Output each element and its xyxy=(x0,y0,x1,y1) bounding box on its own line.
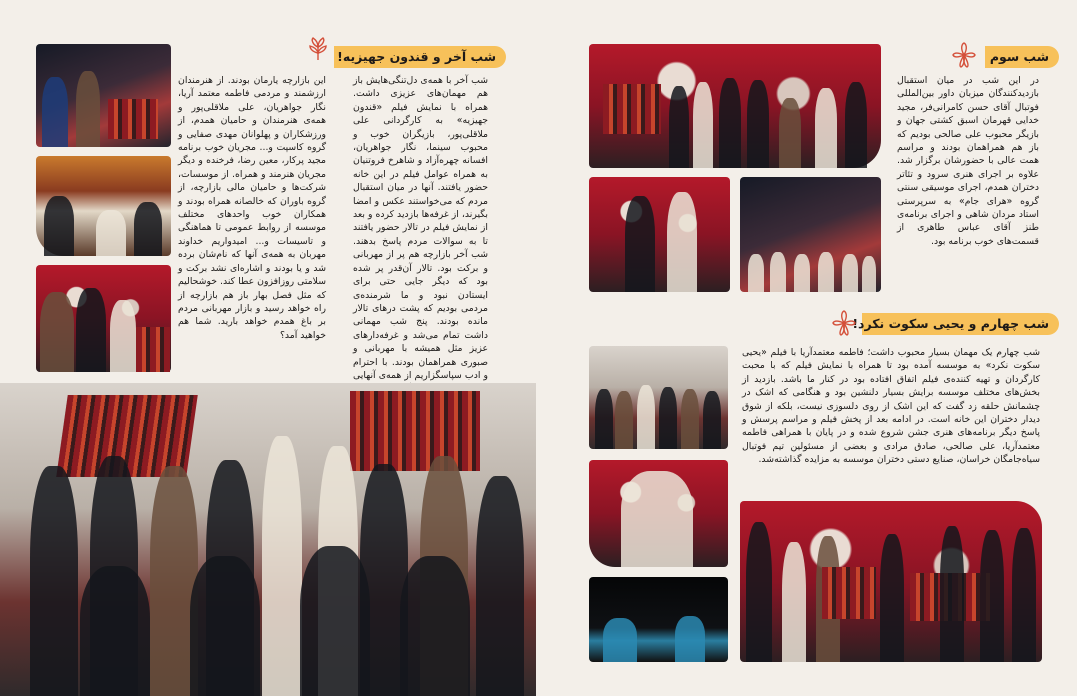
photo-group-women-crafts xyxy=(0,383,536,696)
photo-event-stage-speech xyxy=(36,44,171,147)
photo-third-night-music xyxy=(740,177,881,292)
photo-third-night-interview xyxy=(589,177,730,292)
text-column-last-night-left: این بازارچه یارمان بودند. از هنرمندان ارزشمند و مردمی فاطمه معتمد آریا، نگار جواهریان، علی ملاقلی‌پور و همه‌ی هنرمندان و حامیان همدم، از ورزشکاران و پهلوانان مهدی صفایی و گروه کاسپت و... مجریان خوب برنامه مجید پرکار، معین رضا، فرخنده و دیگر مجریان هنرمند و همراه. از موسسات، شرکت‌ها و حامیان مالی بازارچه، از گروه باوران که خالصانه همراه بودند و همکاران خوب واحدهای مختلف موسسه از روابط عمومی تا هماهنگی و تاسیسات و... امیدواریم خداوند مهربان به همه‌ی آنها که نام‌شان برده شد و یا بودند و اشاره‌ای نشد برکت و سلامتی روزافزون عطا کند. خوشحالیم که مثل فصل بهار باز هم بازارچه از راه خواهد رسید و بازار مهربانی مردم بر باغ همدم خواهد بارید. شما هم خواهید آمد؟ xyxy=(178,75,326,341)
photo-fourth-night-performance xyxy=(589,577,728,662)
photo-actresses-visit xyxy=(36,265,171,372)
text-column-last-night-right: شب آخر با همه‌ی دل‌تنگی‌هایش باز هم مهمان‌های عزیزی داشت. همراه با نمایش فیلم «قندون جهیزیه» به کارگردانی علی ملاقلی‌پور، بازیگران خوب و محبوب سینما، نگار جواهریان، افسانه چهره‌آزاد و شاهرخ فروتنیان به همراه عوامل فیلم در این خانه حضور یافتند. آنها در میان استقبال مردم که می‌خواستند عکس و امضا بگیرند، از غرفه‌ها بازدید کرده و بعد از نمایش فیلم در تالار حضور یافتند تا به سوالات مردم پاسخ بدهند. شب آخر بازارچه هم پر از مهربانی و برکت بود. تالار آن‌قدر پر شده بود که دیگر جایی حتی برای ایستادن نبود و ما شرمنده‌ی مردمی بودیم که پشت درهای تالار مانده بودند. پنج شب مهمانی داشت تمام می‌شد و غرفه‌دارهای عزیز مثل همیشه با مهربانی و صبوری همراهمان بودند. با احترام و ادب سپاسگزاریم از همه‌ی آنهایی xyxy=(353,75,488,381)
photo-craft-booth xyxy=(36,156,171,256)
photo-fourth-night-group xyxy=(589,346,728,449)
heading-fourth-night: شب چهارم و یحیی سکوت نکرد! xyxy=(862,313,1059,335)
text-column-fourth-night: شب چهارم یک مهمان بسیار محبوب داشت؛ فاطمه معتمدآریا با فیلم «یحیی سکوت نکرد» به موسسه آمده بود تا همراه با نمایش فیلم که با محبت کارگردان و تهیه کننده‌ی فیلم اتفاق افتاده بود در کنار ما باشد. بازدید از بخش‌های مختلف موسسه برایش بسیار دلنشین بود و هنگامی که اشک در چشمانش حلقه زد گفت که این اشک از روی دلسوزی نیست، بلکه از شوق دیدار دختران این خانه است. در ادامه بعد از پخش فیلم و مراسم پرسش و پاسخ دیگر برنامه‌های هنری جشن شروع شده و در پایان با همراهی فاطمه معتمدآریا، علی صالحی، صادق مرادی و بعضی از مسئولین تیم فوتبال سیاه‌جامگان خراسان، صنایع دستی دختران موسسه به مزایده گذاشته‌شد. xyxy=(742,347,1040,466)
flower-icon xyxy=(951,42,977,68)
flower-icon xyxy=(305,36,331,62)
flower-icon xyxy=(831,310,857,336)
photo-fatemeh-motamed-arya xyxy=(589,460,728,567)
text-column-third-night: در این شب در میان استقبال بازدیدکنندگان میزبان داور بین‌المللی فوتبال آقای حسن کامرانی‌فر، مجید خدایی قهرمان اسبق کشتی جهان و بازیگر محبوب علی صالحی بودیم که باز هم همراهمان بودند و مراسم همت عالی با حضورشان برگزار شد. علاوه بر اجرای هنری سرود و تئاتر دختران همدم، اجرای موسیقی سنتی گروه «هرای جام» به سرپرستی استاد مردان شاهی و اجرای برنامه‌ی طنز آقای عباس طاهری از قسمت‌های خوب برنامه بود. xyxy=(897,75,1039,247)
heading-third-night: شب سوم xyxy=(985,46,1059,68)
photo-fourth-night-auction xyxy=(740,501,1042,662)
heading-last-night: شب آخر و قندون جهیزیه! xyxy=(334,46,506,68)
photo-third-night-stage xyxy=(589,44,881,168)
